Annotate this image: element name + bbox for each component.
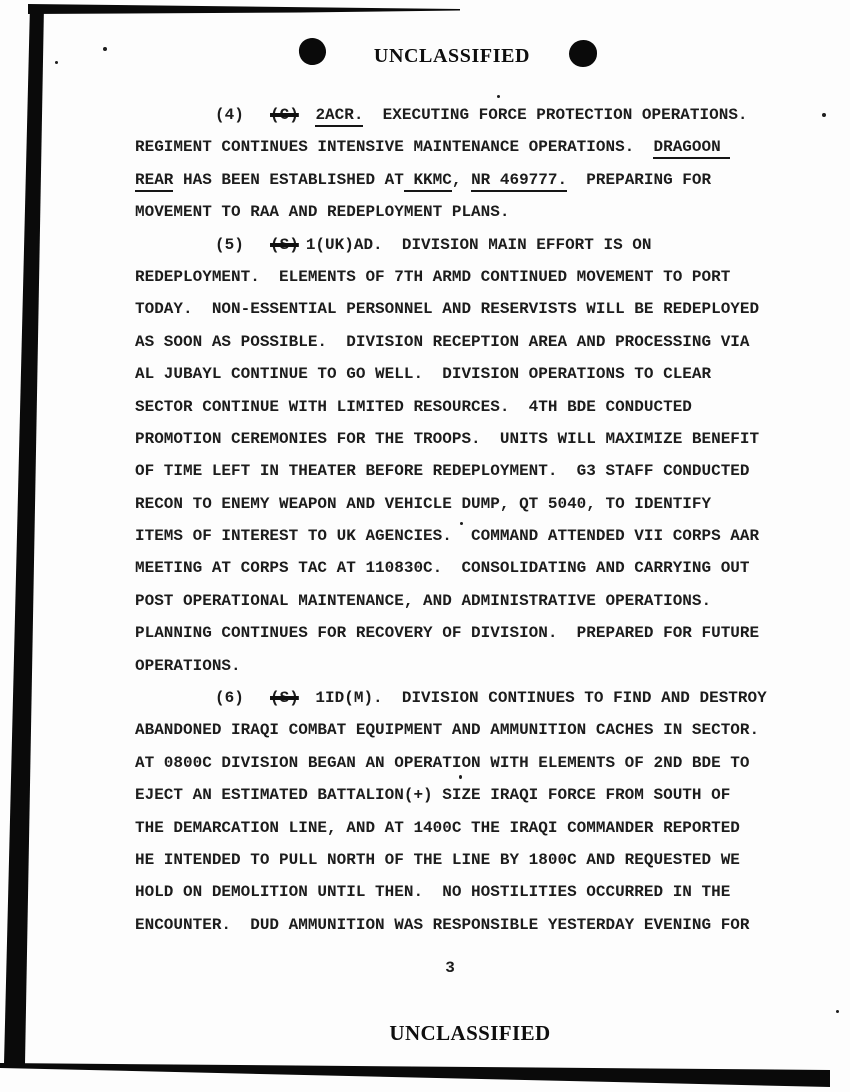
text-segment: 1(UK)AD. DIVISION MAIN EFFORT IS ON: [305, 235, 652, 254]
text-segment: PREPARING FOR: [567, 170, 712, 189]
scan-speck: [103, 47, 107, 51]
text-segment: SECTOR CONTINUE WITH LIMITED RESOURCES. 4TH BDE CONDUCTED: [135, 397, 692, 416]
text-segment: REGIMENT CONTINUES INTENSIVE MAINTENANCE OPERATIONS.: [135, 138, 654, 157]
redacted-classification-marking: (C): [270, 106, 299, 124]
underlined-text-segment: KKMC: [404, 171, 452, 192]
text-segment: (6): [215, 689, 264, 708]
text-segment: AS SOON AS POSSIBLE. DIVISION RECEPTION AREA AND PROCESSING VIA: [135, 332, 750, 351]
scan-speck: [55, 61, 58, 64]
text-line: [135, 99, 800, 131]
text-segment: 1ID(M). DIVISION CONTINUES TO FIND AND DESTROY: [305, 689, 767, 708]
underlined-text-segment: 2ACR.: [315, 106, 363, 127]
text-segment: RECON TO ENEMY WEAPON AND VEHICLE DUMP, QT 5040, TO IDENTIFY: [135, 494, 712, 513]
text-line: [135, 391, 800, 423]
text-line: [135, 131, 800, 163]
text-segment: MOVEMENT TO RAA AND REDEPLOYMENT PLANS.: [135, 203, 510, 222]
text-segment: AT 0800C DIVISION BEGAN AN OPERATION WITH ELEMENTS OF 2ND BDE TO: [135, 753, 750, 772]
classification-footer: UNCLASSIFIED: [389, 1021, 551, 1045]
text-segment: ENCOUNTER. DUD AMMUNITION WAS RESPONSIBLE YESTERDAY EVENING FOR: [135, 915, 750, 934]
scan-left-edge-bar: [4, 5, 44, 1064]
text-line: [135, 714, 800, 746]
text-line: [135, 358, 800, 390]
text-line: [135, 812, 800, 844]
text-segment: OPERATIONS.: [135, 656, 241, 675]
text-line: [135, 585, 800, 617]
text-segment: ,: [451, 170, 472, 189]
scan-speck: [836, 1010, 839, 1013]
text-line: [135, 326, 800, 358]
text-segment: (5): [215, 235, 264, 254]
text-segment: (4): [215, 106, 264, 124]
text-segment: THE DEMARCATION LINE, AND AT 1400C THE IRAQI COMMANDER REPORTED: [135, 818, 740, 837]
text-line: [135, 488, 800, 520]
redacted-classification-marking: (S): [270, 235, 299, 254]
hole-punch-mark-right: [569, 40, 597, 67]
text-segment: ITEMS OF INTEREST TO UK AGENCIES. COMMAND ATTENDED VII CORPS AAR: [135, 527, 760, 546]
text-segment: TODAY. NON-ESSENTIAL PERSONNEL AND RESERVISTS WILL BE REDEPLOYED: [135, 300, 760, 319]
scan-bottom-edge-bar: [0, 1063, 830, 1087]
text-line: [135, 779, 800, 811]
text-line: [135, 876, 800, 908]
text-line: [135, 520, 800, 552]
text-segment: REDEPLOYMENT. ELEMENTS OF 7TH ARMD CONTINUED MOVEMENT TO PORT: [135, 267, 731, 286]
text-line: [135, 229, 800, 261]
text-line: [135, 844, 800, 876]
text-line: [135, 909, 800, 941]
redacted-classification-marking: (S): [270, 689, 299, 708]
text-line: [135, 650, 800, 682]
text-segment: MEETING AT CORPS TAC AT 110830C. CONSOLIDATING AND CARRYING OUT: [135, 559, 750, 578]
text-segment: HAS BEEN ESTABLISHED AT: [173, 170, 404, 189]
underlined-text-segment: DRAGOON: [653, 138, 730, 159]
text-segment: HOLD ON DEMOLITION UNTIL THEN. NO HOSTILITIES OCCURRED IN THE: [135, 883, 731, 902]
text-line: [135, 617, 800, 649]
text-line: [135, 164, 800, 196]
underlined-text-segment: NR 469777.: [471, 171, 567, 192]
text-segment: EXECUTING FORCE PROTECTION OPERATIONS.: [363, 106, 748, 124]
text-line: [135, 552, 800, 584]
text-segment: PLANNING CONTINUES FOR RECOVERY OF DIVISION. PREPARED FOR FUTURE: [135, 624, 760, 643]
text-line: [135, 455, 800, 487]
text-segment: POST OPERATIONAL MAINTENANCE, AND ADMINISTRATIVE OPERATIONS.: [135, 591, 712, 610]
classification-header: UNCLASSIFIED: [373, 45, 531, 67]
scan-speck: [822, 113, 826, 117]
document-body: [135, 99, 800, 941]
text-line: [135, 293, 800, 325]
scan-top-edge-bar: [28, 4, 460, 14]
text-segment: AL JUBAYL CONTINUE TO GO WELL. DIVISION OPERATIONS TO CLEAR: [135, 365, 712, 384]
scan-speck: [497, 95, 500, 98]
text-segment: HE INTENDED TO PULL NORTH OF THE LINE BY 1800C AND REQUESTED WE: [135, 850, 740, 869]
text-segment: [306, 106, 316, 124]
text-line: [135, 261, 800, 293]
text-segment: EJECT AN ESTIMATED BATTALION(+) SIZE IRAQI FORCE FROM SOUTH OF: [135, 786, 731, 805]
text-segment: PROMOTION CEREMONIES FOR THE TROOPS. UNITS WILL MAXIMIZE BENEFIT: [135, 429, 760, 448]
text-line: [135, 747, 800, 779]
underlined-text-segment: REAR: [135, 171, 173, 192]
text-segment: OF TIME LEFT IN THEATER BEFORE REDEPLOYMENT. G3 STAFF CONDUCTED: [135, 462, 750, 481]
hole-punch-mark-left: [297, 36, 327, 66]
page-number: 3: [445, 959, 455, 977]
text-line: [135, 196, 800, 228]
text-segment: ABANDONED IRAQI COMBAT EQUIPMENT AND AMMUNITION CACHES IN SECTOR.: [135, 721, 760, 740]
text-line: [135, 423, 800, 455]
text-line: [135, 682, 800, 714]
